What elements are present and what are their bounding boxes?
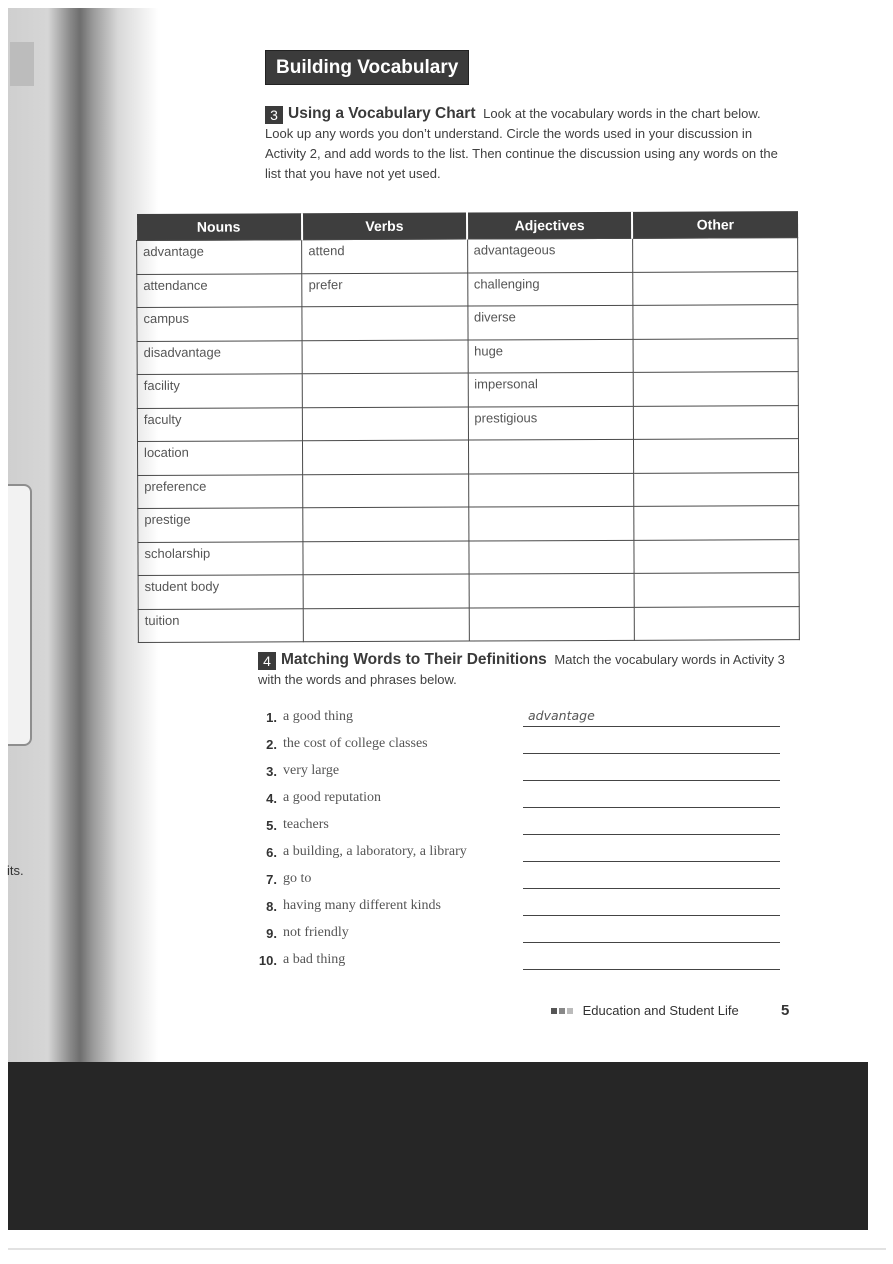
matching-item-definition: very large [283,763,340,778]
vocab-cell [634,573,799,607]
vocab-cell: prefer [302,273,467,307]
answer-blank[interactable] [523,807,780,808]
vocab-cell [634,606,799,640]
vocab-cell [634,539,799,573]
matching-item-number: 10. [258,953,277,968]
left-page-tab [10,42,34,86]
vocab-row [137,372,798,408]
matching-item [255,951,785,978]
left-page-box [8,484,32,746]
section-title: Building Vocabulary [265,50,469,85]
matching-item [255,924,785,951]
vocab-row [137,271,798,307]
vocab-cell [468,439,633,473]
scan-edge-line [8,1248,886,1250]
vocab-cell: tuition [138,608,303,642]
vocab-cell: advantage [137,240,302,274]
activity-3-number: 3 [265,106,283,124]
matching-item-definition: a bad thing [283,952,346,967]
vocab-row [138,472,799,508]
vocab-cell [468,540,633,574]
vocab-cell: location [137,441,302,475]
matching-item-definition: not friendly [283,925,349,940]
vocab-cell [303,574,468,608]
vocab-cell [633,372,798,406]
footer-marker-square [551,1008,557,1014]
matching-item-number: 2. [266,737,277,752]
vocab-cell [633,472,798,506]
column-header-adjectives: Adjectives [467,212,632,239]
matching-item-number: 6. [266,845,277,860]
vocab-cell [302,373,467,407]
vocabulary-chart-header [137,211,798,240]
answer-blank[interactable] [523,780,780,781]
vocab-cell [303,407,468,441]
vocab-cell: diverse [467,305,632,339]
vocab-cell [303,440,468,474]
footer-chapter-title: Education and Student Life [582,1003,739,1018]
page-number: 5 [781,1002,790,1019]
column-header-verbs: Verbs [302,213,467,240]
vocab-cell [633,405,798,439]
matching-item-definition: the cost of college classes [283,736,428,751]
vocab-cell: advantageous [467,238,632,272]
vocab-row [137,305,798,341]
activity-4-instructions: Match the vocabulary words in Activity 3 with the words and phrases below. [258,652,785,687]
vocab-cell [468,506,633,540]
answer-blank[interactable] [523,888,780,889]
vocab-cell: faculty [137,407,302,441]
matching-item-number: 5. [266,818,277,833]
activity-4-title: Matching Words to Their Definitions [281,651,547,668]
vocab-cell [633,305,798,339]
answer-blank[interactable] [523,969,780,970]
vocab-row [138,506,799,542]
vocab-cell [303,541,468,575]
matching-item-definition: a good reputation [283,790,381,805]
vocab-cell: huge [468,339,633,373]
vocab-cell [633,439,798,473]
footer-marker-square [559,1008,565,1014]
column-header-other: Other [632,211,797,238]
vocab-cell [303,608,468,642]
matching-item [255,870,785,897]
vocab-cell: attend [302,239,467,273]
vocab-cell: prestigious [468,406,633,440]
vocab-row [137,238,798,274]
column-header-nouns: Nouns [137,213,302,240]
vocab-cell: facility [137,374,302,408]
vocab-row [137,439,798,475]
vocab-cell [469,607,634,641]
vocab-cell [633,338,798,372]
matching-item-number: 9. [266,926,277,941]
answer-blank[interactable] [523,834,780,835]
activity-3-intro [265,104,790,184]
matching-item-number: 1. [266,710,277,725]
matching-item-definition: having many different kinds [283,898,441,913]
vocab-cell: student body [138,575,303,609]
matching-item [255,735,785,762]
matching-item-number: 4. [266,791,277,806]
vocab-cell [302,340,467,374]
matching-item [255,762,785,789]
answer-blank[interactable] [523,726,780,727]
handwritten-answer: advantage [528,708,595,723]
activity-4-number: 4 [258,652,276,670]
vocab-cell: impersonal [468,372,633,406]
activity-3-title: Using a Vocabulary Chart [288,105,476,122]
matching-item-number: 7. [266,872,277,887]
page-footer [551,1003,739,1018]
matching-item [255,843,785,870]
vocab-cell [303,474,468,508]
vocab-cell [633,271,798,305]
activity-3-instructions: Look at the vocabulary words in the chart below. Look up any words you don’t understand. Circle the words used in your discussion in Activity 2, and add words to the list. Then continue the discussion using any words on the list that you have not yet used. [265,106,778,181]
vocab-cell: challenging [467,272,632,306]
vocab-cell [303,507,468,541]
vocab-row [137,405,798,441]
vocab-cell: attendance [137,273,302,307]
answer-blank[interactable] [523,942,780,943]
left-page-text-fragment: its. [7,863,24,878]
answer-blank[interactable] [523,753,780,754]
scan-dark-band [8,1062,868,1230]
answer-blank[interactable] [523,915,780,916]
matching-item [255,708,785,735]
vocabulary-chart [136,211,800,643]
vocab-cell: scholarship [138,541,303,575]
matching-item [255,897,785,924]
footer-marker-square [567,1008,573,1014]
matching-item-definition: a building, a laboratory, a library [283,844,467,859]
vocab-row [137,338,798,374]
vocab-row [138,573,799,609]
vocab-cell: disadvantage [137,340,302,374]
matching-item-definition: go to [283,871,312,886]
matching-item-number: 3. [266,764,277,779]
answer-blank[interactable] [523,861,780,862]
matching-item [255,816,785,843]
vocab-cell: prestige [138,508,303,542]
activity-4-intro [258,650,788,690]
matching-item-definition: teachers [283,817,329,832]
matching-item-definition: a good thing [283,709,353,724]
vocab-row [138,539,799,575]
matching-item-number: 8. [266,899,277,914]
vocab-row [138,606,799,642]
vocab-cell [302,306,467,340]
vocab-cell: campus [137,307,302,341]
vocab-cell [469,573,634,607]
vocab-cell [632,238,797,272]
vocab-cell: preference [138,474,303,508]
matching-item [255,789,785,816]
vocab-cell [468,473,633,507]
matching-list [255,708,785,978]
vocab-cell [634,506,799,540]
